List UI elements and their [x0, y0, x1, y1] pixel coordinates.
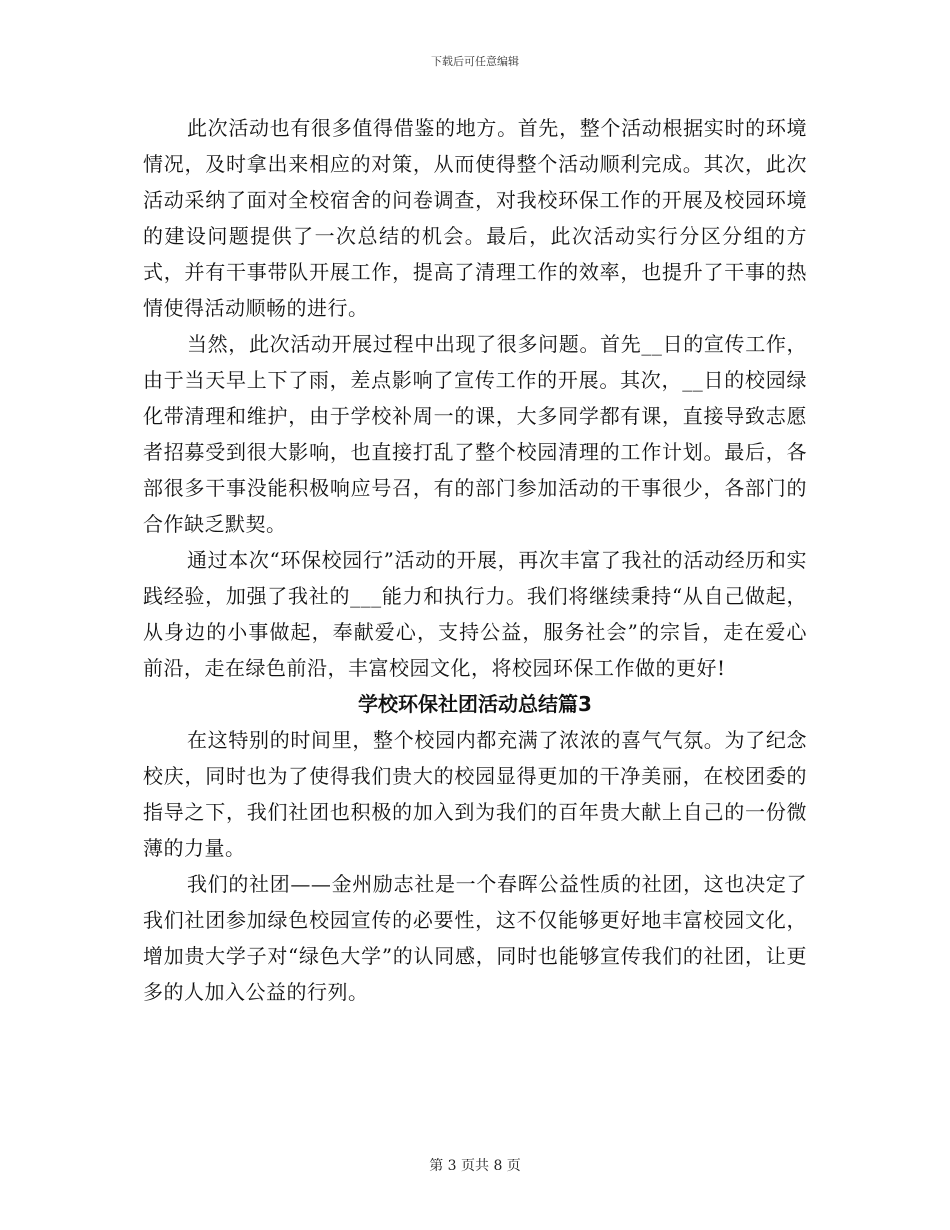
paragraph-evaluation: 此次活动也有很多值得借鉴的地方。首先，整个活动根据实时的环境情况，及时拿出来相应的对策，从而使得整个活动顺利完成。其次，此次活动采纳了面对全校宿舍的问卷调查，对我校环保工作的开展及校园环境的建设问题提供了一次总结的机会。最后，此次活动实行分区分组的方式，并有干事带队开展工作，提高了清理工作的效率，也提升了干事的热情使得活动顺畅的进行。 — [143, 116, 807, 320]
paragraph-intro: 在这特别的时间里，整个校园内都充满了浓浓的喜气气氛。为了纪念校庆，同时也为了使得我们贵大的校园显得更加的干净美丽，在校团委的指导之下，我们社团也积极的加入到为我们的百年贵大献上自己的一份微薄的力量。 — [143, 728, 807, 860]
paragraph-problems: 当然，此次活动开展过程中出现了很多问题。首先__日的宣传工作，由于当天早上下了雨，差点影响了宣传工作的开展。其次，__日的校园绿化带清理和维护，由于学校补周一的课，大多同学都有课，直接导致志愿者招募受到很大影响，也直接打乱了整个校园清理的工作计划。最后，各部很多干事没能积极响应号召，有的部门参加活动的干事很少，各部门的合作缺乏默契。 — [143, 332, 807, 536]
paragraph-conclusion: 通过本次“环保校园行”活动的开展，再次丰富了我社的活动经历和实践经验，加强了我社的___能力和执行力。我们将继续秉持“从自己做起，从身边的小事做起，奉献爱心，支持公益，服务社会”的宗旨，走在爱心前沿，走在绿色前沿，丰富校园文化，将校园环保工作做的更好! — [143, 548, 807, 680]
section-title: 学校环保社团活动总结篇3 — [358, 692, 592, 716]
document-body — [143, 110, 807, 1010]
paragraph-club: 我们的社团——金州励志社是一个春晖公益性质的社团，这也决定了我们社团参加绿色校园宣传的必要性，这不仅能够更好地丰富校园文化，增加贵大学子对“绿色大学”的认同感，同时也能够宣传我们的社团，让更多的人加入公益的行列。 — [143, 872, 807, 1004]
header-note: 下载后可任意编辑 — [431, 55, 519, 68]
page-number: 第 3 页共 8 页 — [429, 1158, 521, 1174]
